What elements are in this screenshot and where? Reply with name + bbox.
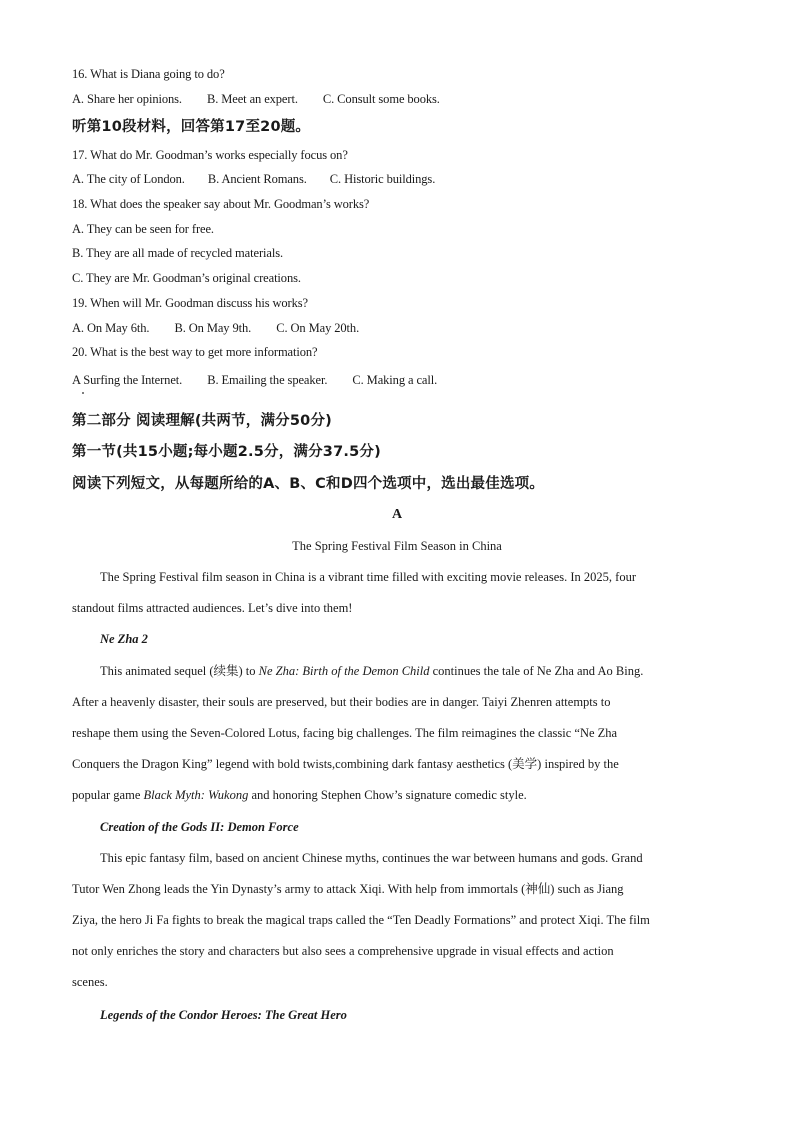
question-17: 17. What do Mr. Goodman’s works especially focus on?: [72, 148, 348, 162]
film-1-line-4: Conquers the Dragon King” legend with bold twists,combining dark fantasy aesthetics (美学) inspired by the: [72, 757, 619, 771]
question-20: 20. What is the best way to get more information?: [72, 345, 318, 359]
question-19-options: [72, 320, 359, 336]
option-b: B. Meet an expert.: [206, 92, 298, 106]
text-run: popular game: [72, 788, 144, 802]
option-a: A. The city of London.: [72, 172, 185, 186]
text-run: and honoring Stephen Chow’s signature comedic style.: [248, 788, 527, 802]
film-2-line-2: Tutor Wen Zhong leads the Yin Dynasty’s army to attack Xiqi. With help from immortals (神仙) such as Jiang: [72, 882, 624, 896]
film-2-line-5: scenes.: [72, 975, 108, 989]
film-1-line-5: [72, 780, 722, 811]
option-b: B. Emailing the speaker.: [207, 373, 328, 387]
question-16: 16. What is Diana going to do?: [72, 67, 225, 81]
option-b: B. Ancient Romans.: [207, 172, 307, 186]
question-18-option-a: A. They can be seen for free.: [72, 222, 214, 236]
option-a: A. On May 6th.: [72, 321, 150, 335]
film-3-title: Legends of the Condor Heroes: The Great Hero: [100, 1008, 347, 1022]
question-18: 18. What does the speaker say about Mr. Goodman’s works?: [72, 197, 370, 211]
option-a: A Surfing the Internet.: [72, 373, 183, 387]
section-one-title: 第一节(共15小题;每小题2.5分，满分37.5分): [72, 444, 381, 460]
film-1-title: Ne Zha 2: [100, 632, 148, 646]
film-2-line-1: This epic fantasy film, based on ancient Chinese myths, continues the war between humans and gods. Grand: [100, 851, 643, 865]
question-19: 19. When will Mr. Goodman discuss his works?: [72, 296, 308, 310]
passage-letter: A: [391, 507, 403, 522]
intro-line-2: standout films attracted audiences. Let’s dive into them!: [72, 601, 353, 615]
film-title-italic: Ne Zha: Birth of the Demon Child: [258, 664, 430, 678]
text-run: This animated sequel (续集) to: [100, 664, 259, 678]
reading-instruction: 阅读下列短文，从每题所给的A、B、C和D四个选项中，选出最佳选项。: [72, 476, 545, 492]
passage-title: The Spring Festival Film Season in China: [292, 539, 502, 553]
game-title-italic: Black Myth: Wukong: [143, 788, 249, 802]
film-2-line-3: Ziya, the hero Ji Fa fights to break the magical traps called the “Ten Deadly Formations” and protect Xiqi. The film: [72, 913, 650, 927]
question-18-option-c: C. They are Mr. Goodman’s original creations.: [72, 271, 301, 285]
film-1-line-1: [72, 656, 750, 687]
intro-line-1: The Spring Festival film season in China is a vibrant time filled with exciting movie releases. In 2025, four: [100, 570, 637, 584]
film-1-line-3: reshape them using the Seven-Colored Lotus, facing big challenges. The film reimagines the classic “Ne Zha: [72, 726, 618, 740]
option-a: A. Share her opinions.: [72, 92, 182, 106]
question-20-options: [72, 372, 437, 388]
film-1-line-2: After a heavenly disaster, their souls are preserved, but their bodies are in danger. Taiyi Zhenren attempts to: [72, 695, 611, 709]
option-c: C. On May 20th.: [276, 321, 360, 335]
option-c: C. Making a call.: [352, 373, 438, 387]
stray-mark: [82, 392, 84, 394]
film-2-title: Creation of the Gods II: Demon Force: [100, 820, 299, 834]
section-10-instruction: 听第10段材料，回答第17至20题。: [72, 119, 311, 135]
question-16-options: [72, 91, 440, 107]
film-2-line-4: not only enriches the story and characters but also sees a comprehensive upgrade in visual effects and action: [72, 944, 614, 958]
option-c: C. Consult some books.: [322, 92, 440, 106]
question-17-options: [72, 171, 435, 187]
text-run: continues the tale of Ne Zha and Ao Bing.: [429, 664, 644, 678]
option-b: B. On May 9th.: [174, 321, 252, 335]
part-two-title: 第二部分 阅读理解(共两节，满分50分): [72, 413, 332, 429]
question-18-option-b: B. They are all made of recycled materials.: [72, 246, 283, 260]
option-c: C. Historic buildings.: [329, 172, 436, 186]
